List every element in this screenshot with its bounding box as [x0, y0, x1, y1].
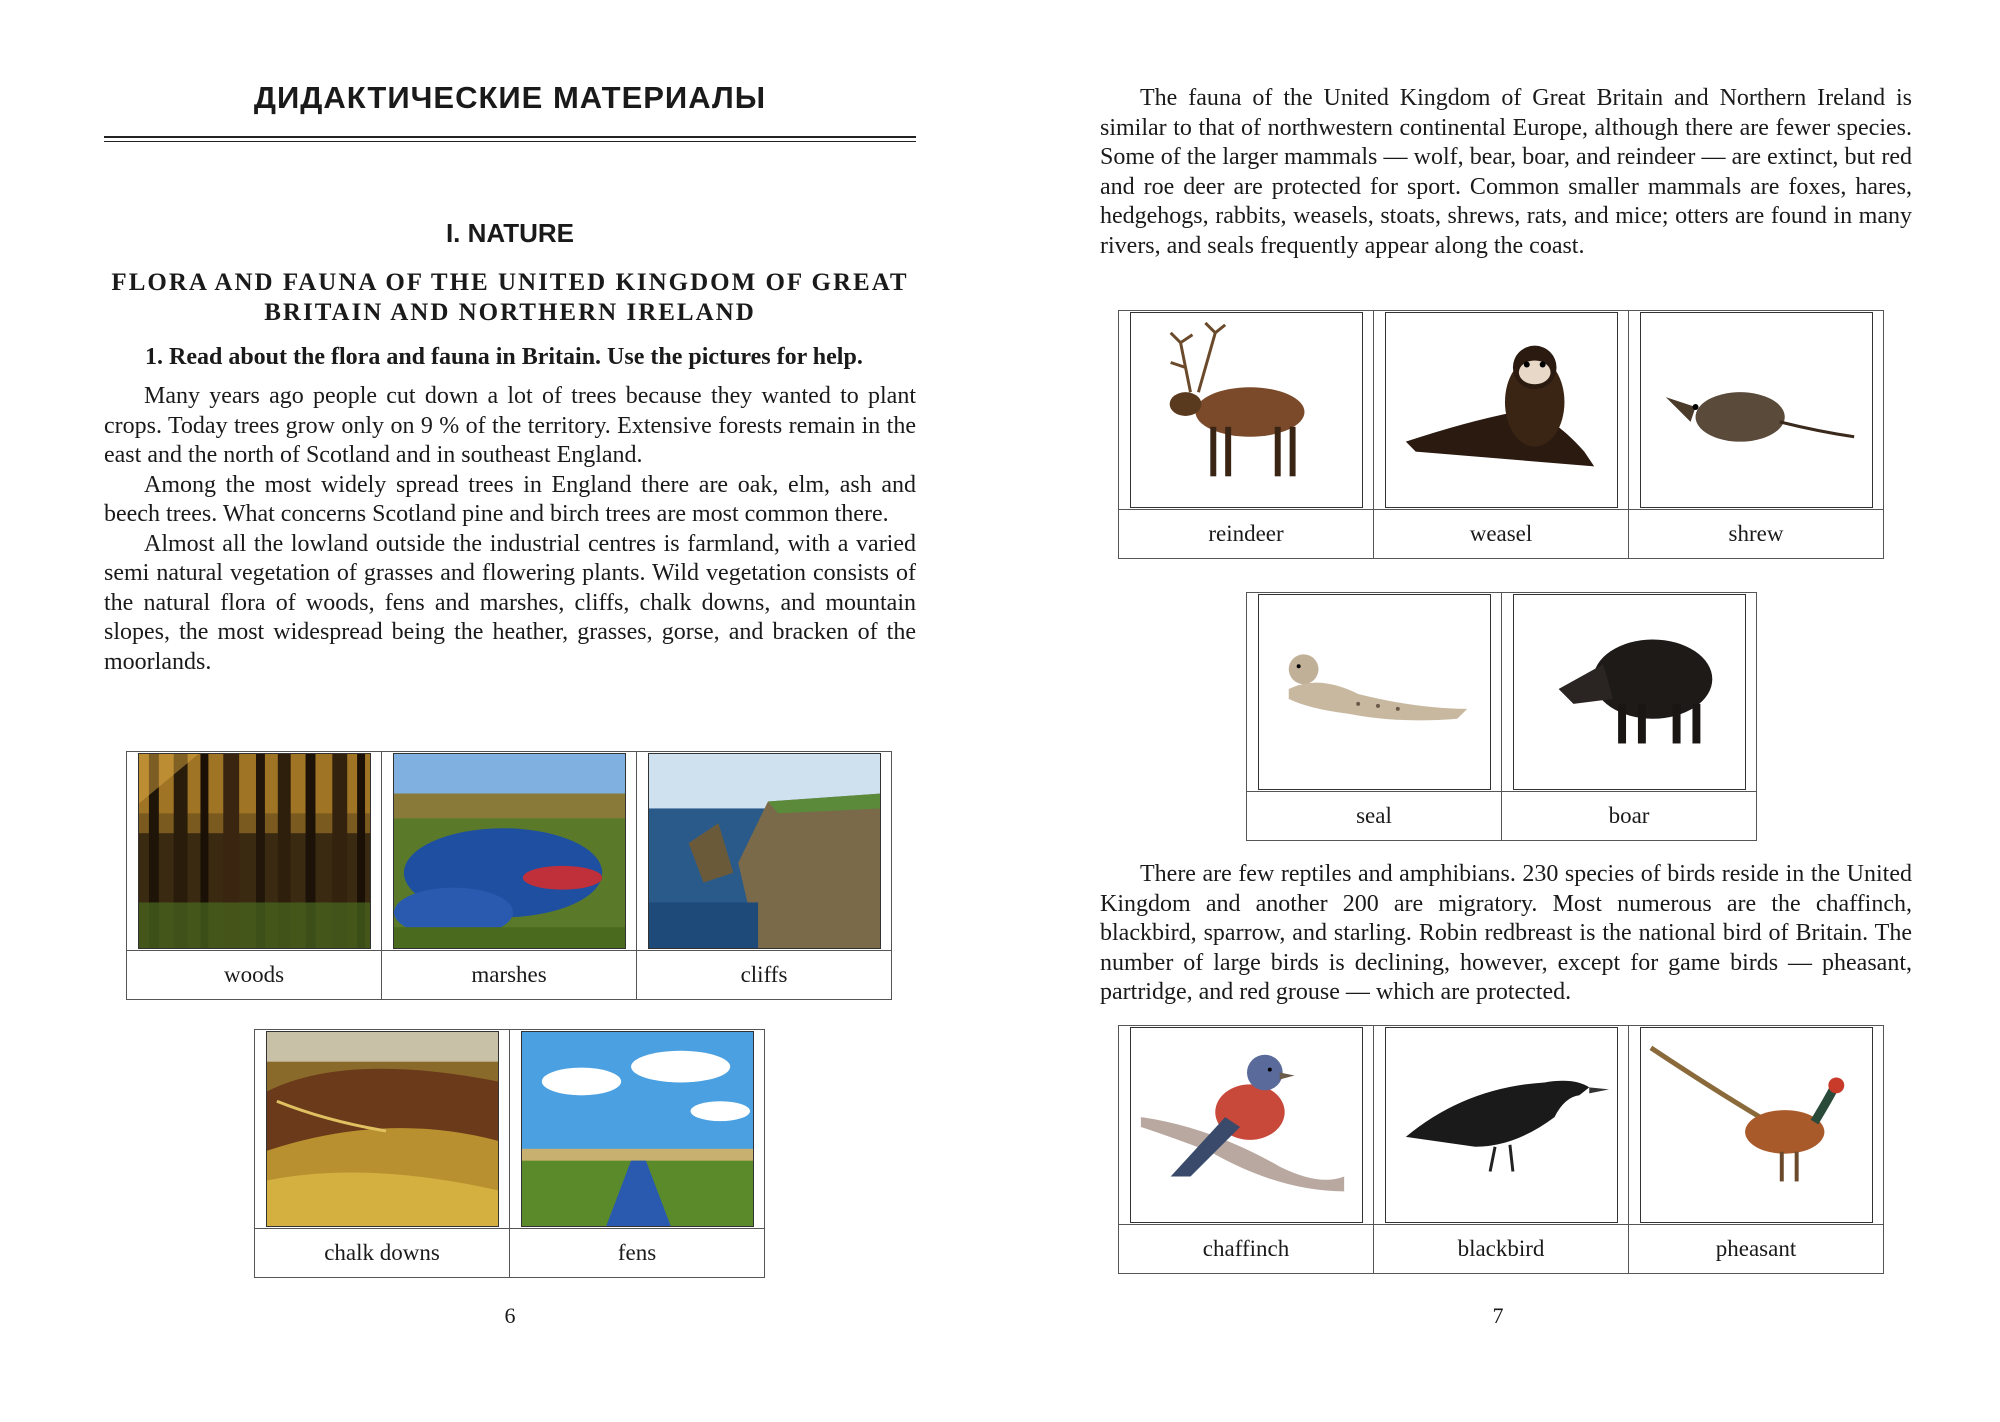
blackbird-image	[1385, 1027, 1618, 1223]
boar-image	[1513, 594, 1746, 790]
task-instruction: 1. Read about the flora and fauna in Britain. Use the pictures for help.	[145, 344, 863, 370]
flora-picture-row-1	[126, 751, 892, 1000]
weasel-image	[1385, 312, 1618, 508]
subtitle-line-1: FLORA AND FAUNA OF THE UNITED KINGDOM OF GREAT	[111, 269, 909, 296]
seal-image	[1258, 594, 1491, 790]
section-title: I. NATURE	[445, 218, 575, 248]
caption-woods: woods	[223, 962, 285, 987]
picture-card-shrew	[1629, 311, 1883, 558]
page-number: 6	[504, 1303, 516, 1328]
picture-card-boar	[1502, 593, 1756, 840]
caption-reindeer: reindeer	[1208, 521, 1284, 546]
picture-card-fens	[510, 1030, 764, 1277]
shrew-image	[1640, 312, 1873, 508]
paragraph: There are few reptiles and amphibians. 230 species of birds reside in the United Kingdom and another 200 are migratory. Most numerous are the chaffinch, blackbird, sparrow, and starling. Robin redbreast is the national bird of Britain. The number of large birds is declining, however, except for game birds — pheasant, partridge, and red grouse — which are protected.	[1100, 861, 1912, 1005]
birds-text	[1100, 860, 1912, 1008]
subtitle	[104, 268, 916, 328]
paragraph: The fauna of the United Kingdom of Great Britain and Northern Ireland is similar to that of northwestern continental Europe, although there are fewer species. Some of the larger mammals — wolf, bear, boar, and reindeer — are extinct, but red and roe deer are protected for sport. Common smaller mammals are foxes, hares, hedgehogs, rabbits, weasels, stoats, shrews, rats, and mice; otters are found in many rivers, and seals frequently appear along the coast.	[1100, 85, 1912, 259]
picture-card-seal	[1247, 593, 1502, 840]
caption-pheasant: pheasant	[1715, 1236, 1797, 1261]
paragraph: Many years ago people cut down a lot of trees because they wanted to plant crops. Today trees grow only on 9 % of the territory. Extensive forests remain in the east and the north of Scotland and in southeast England.	[104, 383, 916, 468]
marshes-image	[393, 753, 626, 949]
page-header: ДИДАКТИЧЕСКИЕ МАТЕРИАЛЫ	[253, 80, 767, 115]
picture-card-woods	[127, 752, 382, 999]
picture-card-weasel	[1374, 311, 1629, 558]
paragraph: Almost all the lowland outside the industrial centres is farmland, with a varied semi natural vegetation of grasses and flowering plants. Wild vegetation consists of the natural flora of woods, fens and marshes, cliffs, chalk downs, and mountain slopes, the most widespread being the heather, grasses, gorse, and bracken of the moorlands.	[104, 530, 916, 675]
caption-seal: seal	[1356, 803, 1392, 828]
picture-card-cliffs	[637, 752, 891, 999]
header-rule-thin	[104, 141, 916, 142]
page-number: 7	[1492, 1303, 1504, 1328]
caption-chalk-downs: chalk downs	[324, 1240, 440, 1265]
bird-picture-row	[1118, 1025, 1884, 1274]
picture-card-pheasant	[1629, 1026, 1883, 1273]
paragraph: Among the most widely spread trees in England there are oak, elm, ash and beech trees. What concerns Scotland pine and birch trees are most common there.	[104, 471, 916, 527]
fauna-text	[1100, 84, 1912, 261]
caption-weasel: weasel	[1469, 521, 1533, 546]
caption-cliffs: cliffs	[740, 962, 788, 987]
animal-picture-row-1	[1118, 310, 1884, 559]
picture-card-reindeer	[1119, 311, 1374, 558]
right-page	[1000, 0, 2000, 1422]
chaffinch-image	[1130, 1027, 1363, 1223]
fens-image	[521, 1031, 754, 1227]
caption-shrew: shrew	[1728, 521, 1784, 546]
pheasant-image	[1640, 1027, 1873, 1223]
chalk-downs-image	[266, 1031, 499, 1227]
flora-picture-row-2	[254, 1029, 765, 1278]
cliffs-image	[648, 753, 881, 949]
subtitle-line-2: BRITAIN AND NORTHERN IRELAND	[264, 299, 756, 326]
header-rule	[104, 136, 916, 138]
reindeer-image	[1130, 312, 1363, 508]
caption-blackbird: blackbird	[1457, 1236, 1545, 1261]
picture-card-marshes	[382, 752, 637, 999]
picture-card-blackbird	[1374, 1026, 1629, 1273]
caption-chaffinch: chaffinch	[1202, 1236, 1290, 1261]
flora-text	[104, 382, 916, 677]
caption-boar: boar	[1608, 803, 1650, 828]
picture-card-chaffinch	[1119, 1026, 1374, 1273]
caption-marshes: marshes	[471, 962, 547, 987]
caption-fens: fens	[617, 1240, 657, 1265]
animal-picture-row-2	[1246, 592, 1757, 841]
woods-image	[138, 753, 371, 949]
picture-card-chalk-downs	[255, 1030, 510, 1277]
